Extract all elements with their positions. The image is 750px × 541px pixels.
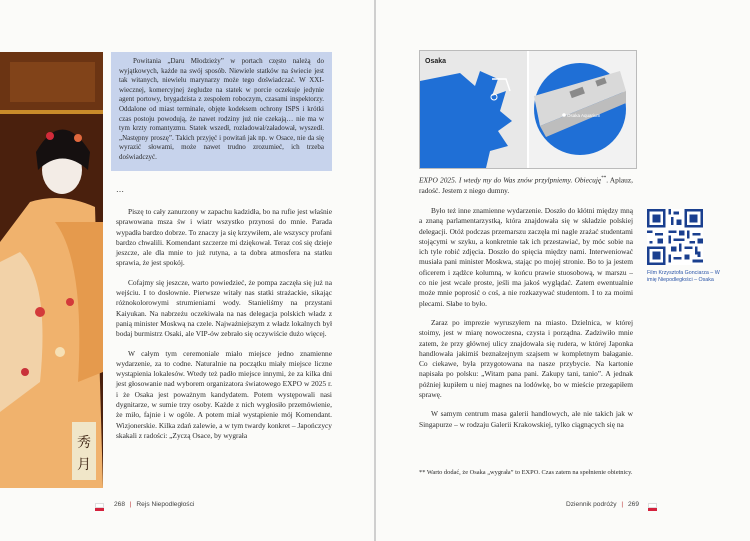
left-footer: 268 | Rejs Niepodległości [114,501,195,508]
right-footer: Dziennik podróży | 269 [566,501,639,508]
caption-italic: EXPO 2025. I wtedy my do Was znów przylpniemy. Obiecuję [419,175,602,185]
paragraph: W samym centrum masa galerii handlowych, ale nie takich jak w Singapurze – w rodzaju Galerii Krakowskiej, tylko ciągnących się na [419,409,633,429]
footnote: ** Warto dodać, że Osaka „wygrała” to EXPO. Czas zatem na spełnienie obietnicy. [419,469,633,476]
caption-rest: . Aplauz, radość. Jestem z niego dumny. [419,175,633,195]
callout-box [111,52,332,171]
paragraph: Piszę to cały zanurzony w zapachu kadzidła, bo na rufie jest właśnie sprawowana msza św i wiatr wszystko przynosi do mnie. Parada wypadła bardzo dobrze. To znaczy ja się krzywiłem, ale wszyscy profani bardzo chwalili. Komendant szczerze mi dziękował. Teraz coś się dzieje jeszcze, ale dla mnie to już rutyna, a ta dobra atmosfera na statku sprawia, że jest spokój. [116,207,332,268]
left-page [0,0,374,541]
caption-footnote-mark: ** [601,176,607,181]
page-number: 268 [114,501,126,508]
qr-caption: Film Krzysztofa Gonciarza – W imię Niepodległości – Osaka [647,270,720,283]
paragraph: Cofajmy się jeszcze, warto powiedzieć, że pompa zaczęła się już na wejściu. I to dosłownie. Pierwsze witały nas statki strażackie, sikając różnokolorowymi strumieniami wody. Stanieliśmy na przystani Kaiyukan. Na nabrzeżu oczekiwała na nas delegacja polskich władz z panią minister Moskwą na czele. Najważniejszym z władz lokalnych był bodaj burmistrz Osaki, ale VIP-ów zebrało się oczywiście dużo więcej. [116,277,332,339]
running-head: Rejs Niepodległości [136,501,195,508]
polish-flag-icon [95,503,104,509]
svg-text:月: 月 [77,457,91,473]
geisha-doll-photo [0,52,103,488]
map-label-osaka: Osaka [425,58,447,65]
paragraph: Zaraz po imprezie wyruszyłem na miasto. Dzielnica, w której stoimy, jest w miarę nowoczesna, czysta i porządna. Zadziwiło mnie zatem, że przy głównej ulicy znajdowała się rudera, w której Japonka handlowała jakimiś beznałzejnym szajsem w kompletnym bałaganie. Co ciekawe, była przygotowana na nasze przybycie. Na kartonie napisała po polsku: „Witam pana pani. Zakupy tani, tanio”. A jednak później kupiłem u niej magnes na lodówkę, bo w mieście przegapiłem sprawę. [419,317,633,400]
polish-flag-icon [648,503,657,509]
right-body-text [419,206,633,439]
paragraph: W całym tym ceremoniale miało miejsce jedno znamienne wydarzenie, za to codne. Naturalnie na początku miały miejsce liczne wystąpienia lokalesów. Wtedy też padło miejsce innymi, że za kilka dni jest głosowanie nad wyborem organizatora światowego EXPO w 2025 r. i że Osaka jest poważnym kandydatem. Potem występowali nasi dygnitarze, w sumie trzy osoby. Każde z nich wygłosiło przemówienie, że miło, fajnie i w ogóle. A potem miał wystąpienie mój Komendant. Wizjonerskie. Kilka zdań zalewie, a w tym twardy konkret – Japończycy skakali z radości: „Zyczą Osace, by wygrała [116,348,332,440]
qr-code[interactable] [647,209,703,265]
paragraph: Było też inne znamienne wydarzenie. Doszło do kłótni między mną a znaną parlamentarzystką, która znajdowała się w składzie polskiej delegacji. Otóż podczas przemarszu zaczęła mi nagle zrażać studentami stojącymi w szyku, a konkretnie tak ich przestawiać, by móc sobie na ich tyle robić zdjęcia. Doszło do spięcia między nami. Interweniować musiała pani minister Moskwa, stając po mojej stronie. Bo to ja jestem oficerem i ządźce kolumną, w końcu prawie stuosobową, w marszu – co nie jest wcale proste, jeśli ma jakoś wyglądać. Zatem ewentualnie może mnie poprosić o coś, a nie rozkazywać studentom. I to za moimi plecami. Słabe to było. [419,206,633,308]
page-number: 269 [627,501,639,508]
left-body-text [116,207,332,450]
running-head: Dziennik podróży [566,501,617,508]
map-caption [419,174,633,196]
map-label-aquarium: Osaka Aquarium [567,113,601,118]
section-ellipsis: … [116,185,124,194]
right-page [376,0,750,541]
svg-text:秀: 秀 [77,435,91,451]
callout-text: Powitania „Daru Młodzieży” w portach często należą do wyjątkowych, każde na swój sposób. Niewiele statków na świecie jest tak witanych, niewielu marynarzy może tego doświadczać. W XXI-wiecznej, komercyjnej żegludze na statek w porcie oczekuje jedynie agent portowy, brygadzista z zespołem roboczym, czasami inspektorzy. Oddalone od miast terminale, objęte kodeksem ochrony ISPS i krótki czas postoju powodują, że nawet rodziny już nie czekają… nie ma w tym krzty romantyzmu. Statek wszedł, rozładował/załadował, wyszedł. „Następny proszę”. Takich przyjęć i powitań jak np. w Osace, nie da się wyrazić słowami, może nawet trudno zrozumieć, ich trzeba doświadczyć. [119,57,324,161]
osaka-map [419,50,637,169]
